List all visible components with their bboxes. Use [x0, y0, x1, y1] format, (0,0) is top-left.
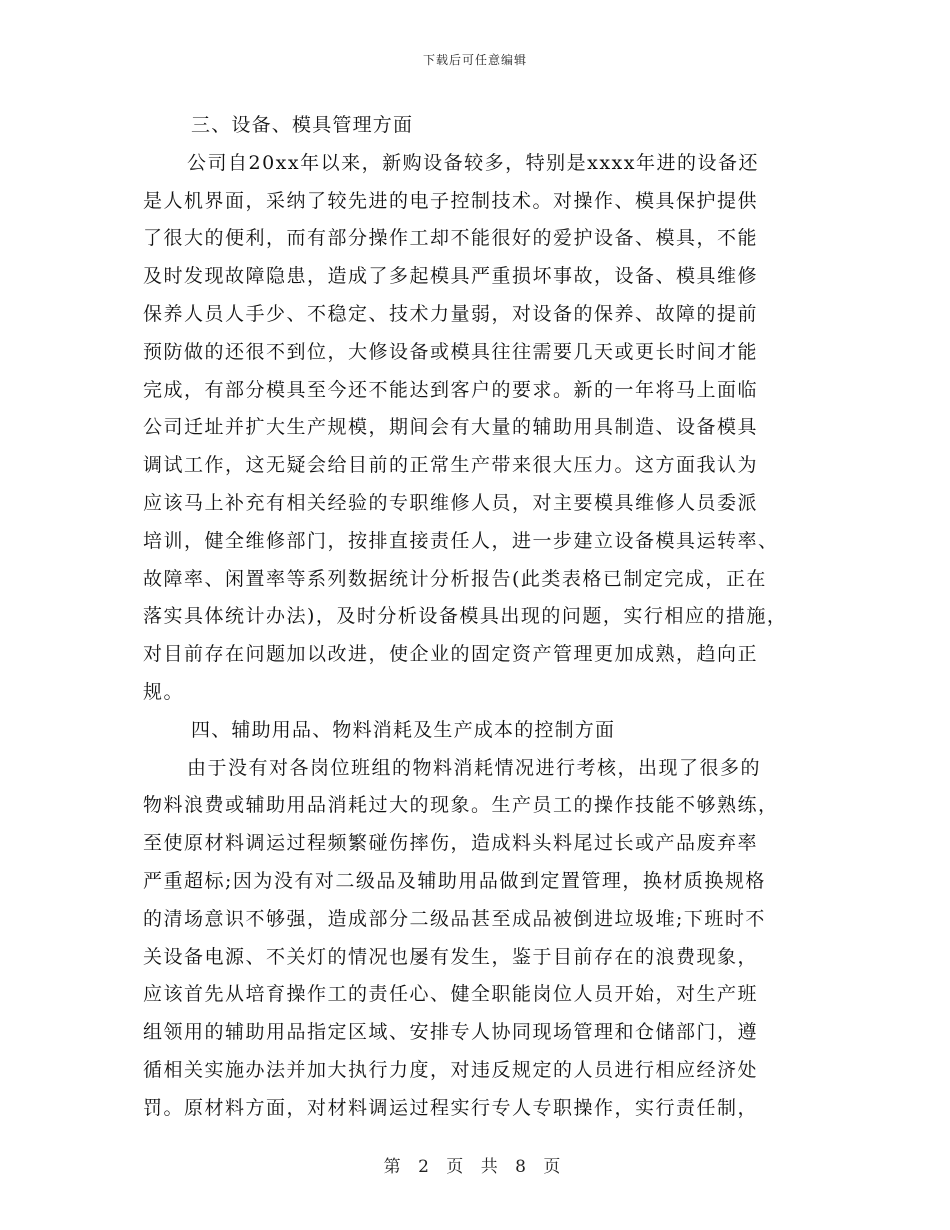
paragraph-line: 罚。原材料方面，对材料调运过程实行专人专职操作，实行责任制， — [143, 1096, 759, 1119]
page-header: 下载后可任意编辑 — [422, 53, 527, 67]
paragraph-line: 物料浪费或辅助用品消耗过大的现象。生产员工的操作技能不够熟练， — [143, 794, 779, 817]
section-heading-consumables: 四、辅助用品、物料消耗及生产成本的控制方面 — [191, 718, 616, 741]
paragraph-line: 了很大的便利，而有部分操作工却不能很好的爱护设备、模具，不能 — [143, 227, 759, 250]
paragraph-line: 调试工作，这无疑会给目前的正常生产带来很大压力。这方面我认为 — [143, 454, 759, 477]
paragraph-line: 至使原材料调运过程频繁碰伤摔伤，造成料头料尾过长或产品废弃率 — [143, 832, 759, 855]
paragraph-line: 故障率、闲置率等系列数据统计分析报告(此类表格已制定完成，正在 — [143, 567, 767, 590]
paragraph-line: 落实具体统计办法)，及时分析设备模具出现的问题，实行相应的措施， — [143, 605, 788, 628]
document-body — [143, 107, 823, 1128]
paragraph-line: 应该首先从培育操作工的责任心、健全职能岗位人员开始，对生产班 — [143, 983, 759, 1006]
paragraph-line: 的清场意识不够强，造成部分二级品甚至成品被倒进垃圾堆;下班时不 — [143, 907, 766, 930]
paragraph-line: 及时发现故障隐患，造成了多起模具严重损坏事故，设备、模具维修 — [143, 265, 759, 288]
paragraph-line: 循相关实施办法并加大执行力度，对违反规定的人员进行相应经济处 — [143, 1058, 759, 1081]
paragraph-line: 应该马上补充有相关经验的专职维修人员，对主要模具维修人员委派 — [143, 491, 759, 514]
paragraph-line: 预防做的还很不到位，大修设备或模具往往需要几天或更长时间才能 — [143, 340, 759, 363]
paragraph-line: 培训，健全维修部门，按排直接责任人，进一步建立设备模具运转率、 — [143, 529, 779, 552]
page-number: 第 2 页 共 8 页 — [383, 1157, 567, 1177]
paragraph-line: 关设备电源、不关灯的情况也屡有发生，鉴于目前存在的浪费现象， — [143, 945, 759, 968]
paragraph-line: 公司自20xx年以来，新购设备较多，特别是xxxx年进的设备还 — [187, 151, 759, 174]
paragraph-line: 组领用的辅助用品指定区域、安排专人协同现场管理和仓储部门，遵 — [143, 1021, 759, 1044]
section-heading-equipment: 三、设备、模具管理方面 — [191, 114, 414, 136]
paragraph-line: 严重超标;因为没有对二级品及辅助用品做到定置管理，换材质换规格 — [143, 869, 766, 892]
paragraph-line: 保养人员人手少、不稳定、技术力量弱，对设备的保养、故障的提前 — [143, 302, 759, 325]
paragraph-line: 公司迁址并扩大生产规模，期间会有大量的辅助用具制造、设备模具 — [143, 416, 759, 439]
paragraph-line: 是人机界面，采纳了较先进的电子控制技术。对操作、模具保护提供 — [143, 189, 759, 212]
paragraph-line: 规。 — [143, 680, 185, 703]
paragraph-line: 由于没有对各岗位班组的物料消耗情况进行考核，出现了很多的 — [187, 756, 762, 779]
paragraph-line: 对目前存在问题加以改进，使企业的固定资产管理更加成熟，趋向正 — [143, 643, 759, 666]
paragraph-line: 完成，有部分模具至今还不能达到客户的要求。新的一年将马上面临 — [143, 378, 759, 401]
